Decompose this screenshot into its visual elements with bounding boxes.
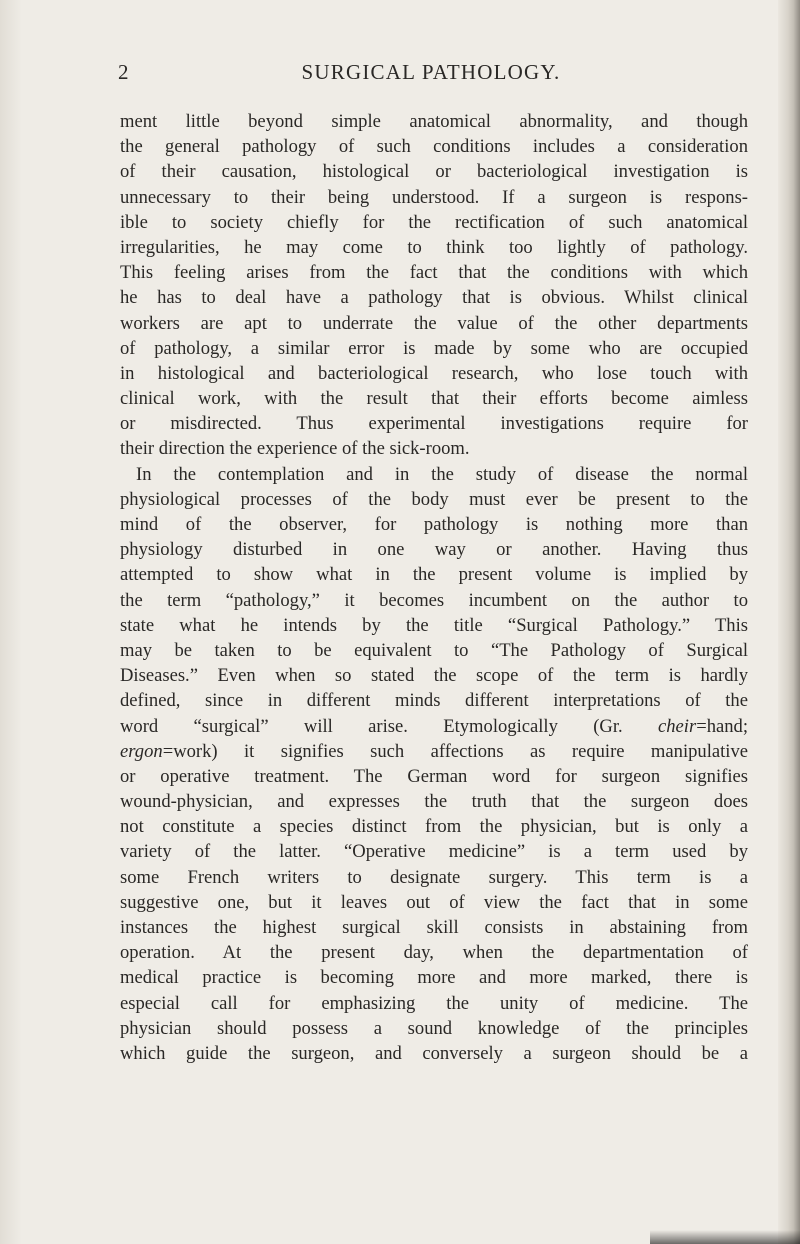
text-line: ible to society chiefly for the rectification of such anatomical: [120, 211, 748, 233]
text-line: the general pathology of such conditions includes a consideration: [120, 136, 748, 158]
gloss-hand: =hand;: [696, 715, 748, 737]
paragraph-start-line: In the contemplation and in the study of disease the normal: [136, 463, 748, 485]
text-line: defined, since in different minds different interpretations of the: [120, 690, 748, 712]
text-line: physiology disturbed in one way or another. Having thus: [120, 539, 748, 561]
text-line: clinical work, with the result that their efforts become aimless: [120, 388, 748, 410]
text-line: of pathology, a similar error is made by some who are occupied: [120, 337, 748, 359]
page-header: [118, 60, 744, 90]
text-line: physician should possess a sound knowledge of the principles: [120, 1017, 748, 1039]
text-line: Diseases.” Even when so stated the scope of the term is hardly: [120, 665, 748, 687]
text-line: workers are apt to underrate the value of the other departments: [120, 312, 748, 334]
text-line: attempted to show what in the present volume is implied by: [120, 564, 748, 586]
text-line: operation. At the present day, when the departmentation of: [120, 942, 748, 964]
text-line: suggestive one, but it leaves out of view the fact that in some: [120, 891, 748, 913]
text-line: medical practice is becoming more and more marked, there is: [120, 967, 748, 989]
page-gutter-shadow: [0, 0, 22, 1244]
text-line: physiological processes of the body must ever be present to the: [120, 488, 748, 510]
text-line: may be taken to be equivalent to “The Pathology of Surgical: [120, 639, 748, 661]
gloss-work: =work): [162, 740, 218, 762]
running-head: SURGICAL PATHOLOGY.: [301, 60, 561, 84]
text-segment: word “surgical” will arise. Etymologically (Gr.: [120, 715, 658, 737]
paragraph-end-line: their direction the experience of the sick-room.: [120, 438, 470, 460]
text-line: unnecessary to their being understood. If a surgeon is respons-: [120, 186, 748, 208]
text-line: mind of the observer, for pathology is nothing more than: [120, 514, 748, 535]
text-line: of their causation, histological or bacteriological investigation is: [120, 161, 748, 183]
etymology-line-2: [120, 739, 748, 764]
text-line: some French writers to designate surgery. This term is a: [120, 866, 748, 888]
text-line: which guide the surgeon, and conversely a surgeon should be a: [120, 1042, 748, 1064]
greek-word-cheir: cheir: [657, 715, 697, 737]
text-line: state what he intends by the title “Surgical Pathology.” This: [120, 614, 748, 636]
text-line: in histological and bacteriological research, who lose touch with: [120, 362, 748, 384]
body-text: [120, 109, 748, 1066]
page-edge-right: [778, 0, 800, 1244]
text-line: wound-physician, and expresses the truth that the surgeon does: [120, 791, 748, 813]
text-line: or operative treatment. The German word for surgeon signifies: [120, 765, 748, 787]
etymology-line-1: [120, 714, 748, 739]
text-segment: it signifies such affections as require manipulative: [217, 740, 748, 762]
page-edge-bottom: [650, 1230, 800, 1244]
text-line: This feeling arises from the fact that the conditions with which: [120, 262, 748, 284]
text-line: or misdirected. Thus experimental investigations require for: [120, 413, 748, 435]
page-number: 2: [118, 60, 129, 84]
text-line: ment little beyond simple anatomical abnormality, and though: [120, 111, 748, 132]
greek-word-ergon: ergon: [120, 740, 163, 762]
text-line: not constitute a species distinct from the physician, but is only a: [120, 816, 748, 838]
text-line: he has to deal have a pathology that is obvious. Whilst clinical: [120, 287, 748, 309]
text-line: the term “pathology,” it becomes incumbent on the author to: [120, 589, 748, 611]
text-line: especial call for emphasizing the unity of medicine. The: [120, 992, 748, 1014]
text-line: irregularities, he may come to think too lightly of pathology.: [120, 236, 748, 258]
text-line: instances the highest surgical skill consists in abstaining from: [120, 917, 748, 938]
text-line: variety of the latter. “Operative medicine” is a term used by: [120, 841, 748, 863]
